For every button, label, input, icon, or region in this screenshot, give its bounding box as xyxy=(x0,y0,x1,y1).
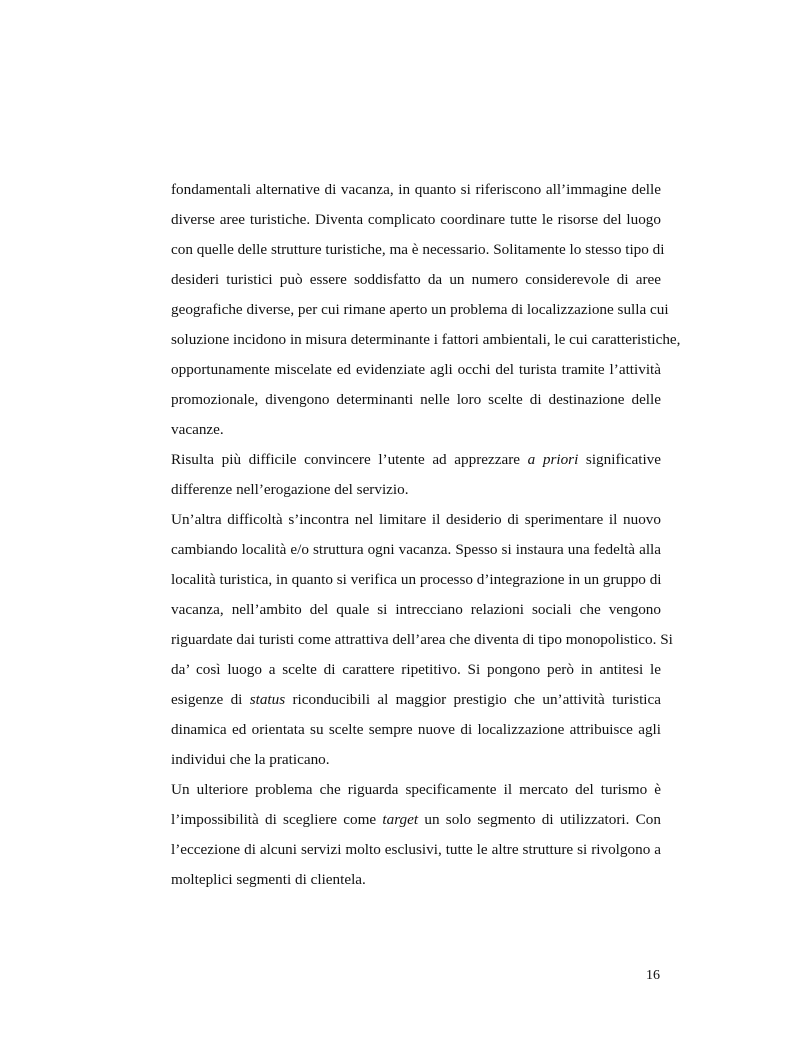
text-segment: soluzione incidono in misura determinante i fattori ambientali, le cui caratteristiche, xyxy=(171,331,681,348)
text-line xyxy=(171,295,669,325)
text-segment: l’impossibilità di scegliere come xyxy=(171,811,383,828)
text-segment: fondamentali alternative di vacanza, in quanto si riferiscono all’immagine delle xyxy=(171,181,661,198)
italic-term: target xyxy=(382,811,419,828)
text-segment: individui che la praticano. xyxy=(171,751,330,768)
text-line xyxy=(171,745,661,775)
text-segment: promozionale, divengono determinanti nelle loro scelte di destinazione delle xyxy=(171,391,661,408)
text-line xyxy=(171,655,661,685)
text-line xyxy=(171,835,661,865)
italic-term: status xyxy=(249,691,286,708)
text-segment: Risulta più difficile convincere l’utente ad apprezzare xyxy=(171,451,528,468)
text-line xyxy=(171,475,661,505)
paragraph xyxy=(171,505,673,775)
text-segment: esigenze di xyxy=(171,691,250,708)
text-segment: località turistica, in quanto si verifica un processo d’integrazione in un gruppo di xyxy=(171,571,662,588)
text-line xyxy=(171,625,673,655)
text-line xyxy=(171,385,661,415)
text-line xyxy=(171,775,661,805)
text-segment: geografiche diverse, per cui rimane aperto un problema di localizzazione sulla cui xyxy=(171,301,669,318)
text-segment: riguardate dai turisti come attrattiva dell’area che diventa di tipo monopolistico. Si xyxy=(171,631,673,648)
text-segment: cambiando località e/o struttura ogni vacanza. Spesso si instaura una fedeltà alla xyxy=(171,541,661,558)
text-segment: con quelle delle strutture turistiche, ma è necessario. Solitamente lo stesso tipo di xyxy=(171,241,665,258)
text-line xyxy=(171,325,681,355)
text-segment: desideri turistici può essere soddisfatto da un numero considerevole di aree xyxy=(171,271,661,288)
text-line xyxy=(171,355,661,385)
text-segment: opportunamente miscelate ed evidenziate agli occhi del turista tramite l’attività xyxy=(171,361,661,378)
text-line xyxy=(171,565,661,595)
page-number: 16 xyxy=(646,968,660,983)
text-segment: significative xyxy=(578,451,661,468)
text-segment: riconducibili al maggior prestigio che un’attività turistica xyxy=(285,691,661,708)
text-line xyxy=(171,265,661,295)
text-line xyxy=(171,505,661,535)
text-line xyxy=(171,415,661,445)
text-segment: differenze nell’erogazione del servizio. xyxy=(171,481,409,498)
text-line xyxy=(171,175,661,205)
text-line xyxy=(171,865,661,895)
paragraph xyxy=(171,445,661,505)
text-line xyxy=(171,685,661,715)
text-line xyxy=(171,805,661,835)
text-line xyxy=(171,445,661,475)
text-segment: vacanza, nell’ambito del quale si intrecciano relazioni sociali che vengono xyxy=(171,601,661,618)
text-segment: diverse aree turistiche. Diventa complicato coordinare tutte le risorse del luogo xyxy=(171,211,661,228)
text-line xyxy=(171,595,661,625)
text-line xyxy=(171,715,661,745)
text-line xyxy=(171,235,665,265)
text-segment: dinamica ed orientata su scelte sempre nuove di localizzazione attribuisce agli xyxy=(171,721,661,738)
text-segment: un solo segmento di utilizzatori. Con xyxy=(418,811,661,828)
body-text xyxy=(171,175,681,895)
text-segment: vacanze. xyxy=(171,421,224,438)
paragraph xyxy=(171,775,661,895)
text-segment: molteplici segmenti di clientela. xyxy=(171,871,366,888)
text-segment: da’ così luogo a scelte di carattere ripetitivo. Si pongono però in antitesi le xyxy=(171,661,661,678)
italic-term: a priori xyxy=(527,451,579,468)
text-segment: Un ulteriore problema che riguarda specificamente il mercato del turismo è xyxy=(171,781,661,798)
text-segment: l’eccezione di alcuni servizi molto esclusivi, tutte le altre strutture si rivolgono a xyxy=(171,841,661,858)
paragraph xyxy=(171,175,681,445)
text-line xyxy=(171,535,661,565)
text-segment: Un’altra difficoltà s’incontra nel limitare il desiderio di sperimentare il nuovo xyxy=(171,511,661,528)
text-line xyxy=(171,205,661,235)
